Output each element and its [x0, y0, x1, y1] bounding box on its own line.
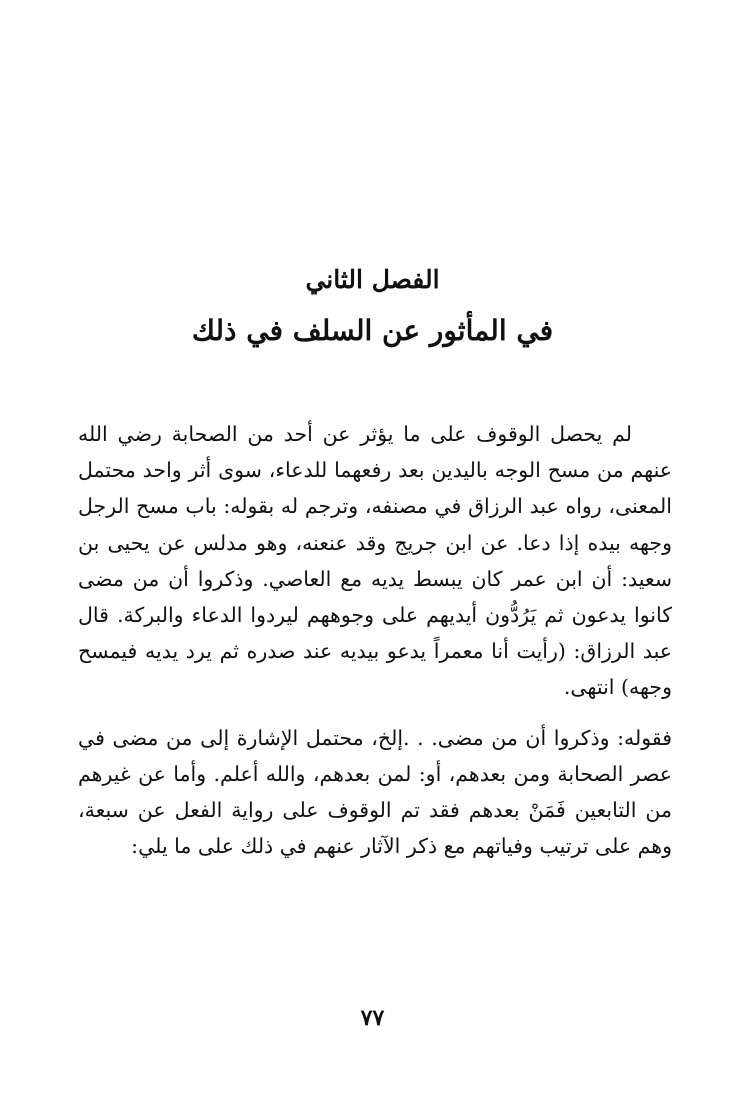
chapter-title: الفصل الثاني	[305, 265, 440, 294]
chapter-heading	[0, 258, 745, 354]
paragraph-1: لم يحصل الوقوف على ما يؤثر عن أحد من الصحابة رضي الله عنهم من مسح الوجه باليدين بعد رفعهما للدعاء، سوى أثر واحد محتمل المعنى، رواه عبد الرزاق في مصنفه، وترجم له بقوله: باب مسح الرجل وجهه بيده إذا دعا. عن ابن جريج وقد عنعنه، وهو مدلس عن يحيى بن سعيد: أن ابن عمر كان يبسط يديه مع العاصي. وذكروا أن من مضى كانوا يدعون ثم يَرُدُّون أيديهم على وجوههم ليردوا الدعاء والبركة. قال عبد الرزاق: (رأيت أنا معمراً يدعو بيديه عند صدره ثم يرد يديه فيمسح وجهه) انتهى.	[78, 422, 672, 700]
chapter-subtitle: في المأثور عن السلف في ذلك	[191, 314, 554, 347]
body-text	[78, 416, 672, 864]
page-number: ٧٧	[360, 1005, 385, 1031]
paragraph-2: فقوله: وذكروا أن من مضى. . .إلخ، محتمل الإشارة إلى من مضى في عصر الصحابة ومن بعدهم، أو: لمن بعدهم، والله أعلم. وأما عن غيرهم من التابعين فَمَنْ بعدهم فقد تم الوقوف على رواية الفعل عن سبعة، وهم على ترتيب وفياتهم مع ذكر الآثار عنهم في ذلك على ما يلي:	[78, 725, 672, 859]
